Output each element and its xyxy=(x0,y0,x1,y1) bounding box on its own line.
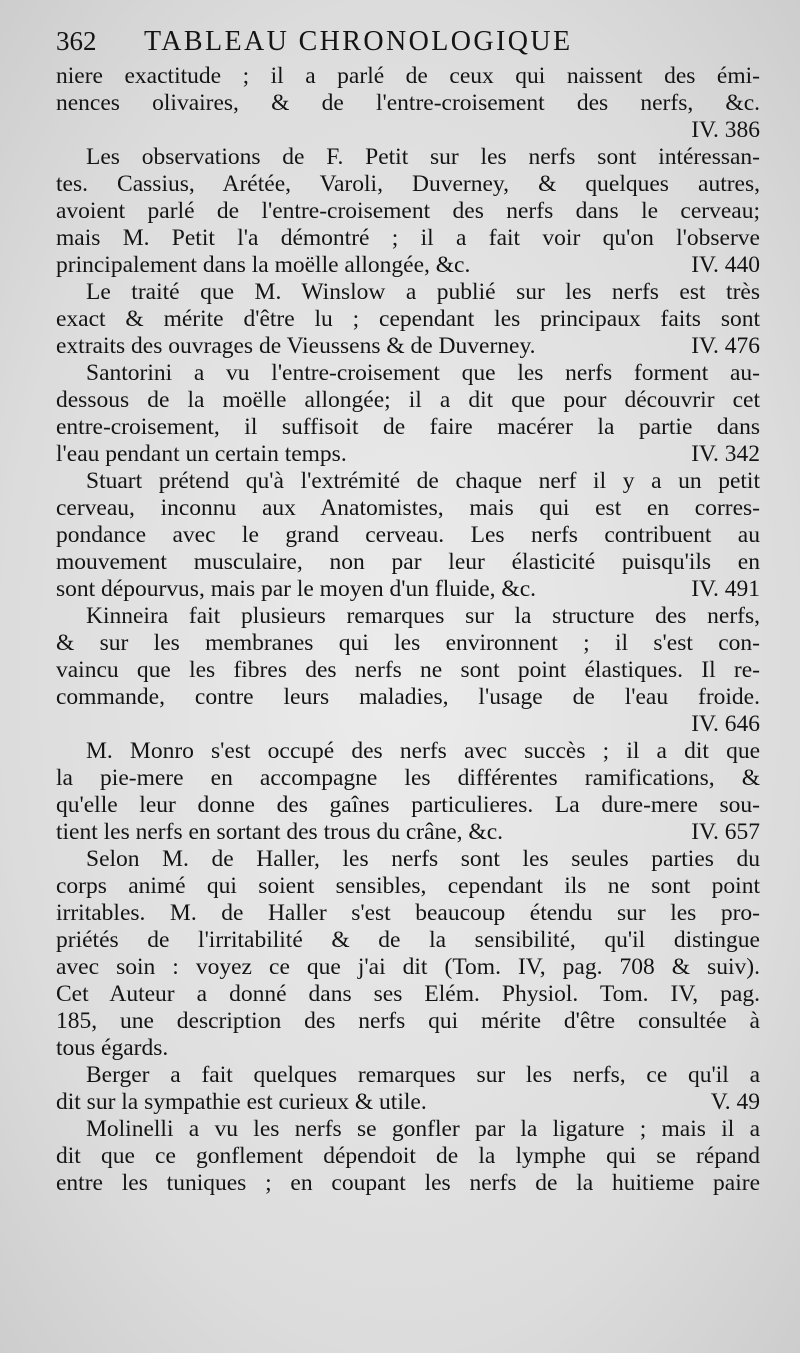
text-line xyxy=(56,387,760,414)
line-text: irritables. M. de Haller s'est beaucoup étendu sur les pro- xyxy=(56,900,760,926)
text-line xyxy=(56,576,760,603)
line-text: commande, contre leurs maladies, l'usage de l'eau froide. xyxy=(56,684,760,710)
text-line xyxy=(56,1089,760,1116)
line-text: IV. 386 xyxy=(691,117,760,143)
volume-reference: IV. 491 xyxy=(691,576,760,602)
text-line xyxy=(56,927,760,954)
line-text: avoient parlé de l'entre-croisement des nerfs dans le cerveau; xyxy=(56,198,760,224)
text-line xyxy=(56,1143,760,1170)
line-text: mais M. Petit l'a démontré ; il a fait voir qu'on l'observe xyxy=(56,225,760,251)
volume-reference: IV. 657 xyxy=(691,819,760,845)
line-text: exact & mérite d'être lu ; cependant les principaux faits sont xyxy=(56,306,760,332)
line-text: Berger a fait quelques remarques sur les nerfs, ce qu'il a xyxy=(86,1062,760,1088)
text-line xyxy=(56,873,760,900)
volume-reference: IV. 476 xyxy=(691,333,760,359)
text-line xyxy=(56,1035,760,1062)
line-text: Santorini a vu l'entre-croisement que les nerfs forment au- xyxy=(86,360,760,386)
text-line xyxy=(56,1116,760,1143)
text-line xyxy=(56,144,760,171)
line-text: la pie-mere en accompagne les différentes ramifications, & xyxy=(56,765,760,791)
text-line xyxy=(56,333,760,360)
page-header xyxy=(56,22,760,61)
text-line xyxy=(56,738,760,765)
line-text: Kinneira fait plusieurs remarques sur la structure des nerfs, xyxy=(86,603,760,629)
line-text: pondance avec le grand cerveau. Les nerfs contribuent au xyxy=(56,522,760,548)
line-text: corps animé qui soient sensibles, cependant ils ne sont point xyxy=(56,873,760,899)
line-text: Selon M. de Haller, les nerfs sont les seules parties du xyxy=(86,846,760,872)
text-line xyxy=(56,360,760,387)
text-line xyxy=(56,225,760,252)
line-text: entre-croisement, il suffisoit de faire macérer la partie dans xyxy=(56,414,760,440)
line-text: 185, une description des nerfs qui mérite d'être consultée à xyxy=(56,1008,760,1034)
text-line xyxy=(56,549,760,576)
text-line xyxy=(56,468,760,495)
text-line xyxy=(56,522,760,549)
text-line xyxy=(56,306,760,333)
text-line xyxy=(56,279,760,306)
line-text: qu'elle leur donne des gaînes particulieres. La dure-mere sou- xyxy=(56,792,760,818)
page-number: 362 xyxy=(56,26,97,56)
text-line xyxy=(56,900,760,927)
volume-reference: V. 49 xyxy=(710,1089,760,1115)
volume-reference: IV. 342 xyxy=(691,441,760,467)
line-text: Stuart prétend qu'à l'extrémité de chaque nerf il y a un petit xyxy=(86,468,760,494)
text-line xyxy=(56,252,760,279)
text-line xyxy=(56,441,760,468)
text-line xyxy=(56,198,760,225)
line-text: vaincu que les fibres des nerfs ne sont point élastiques. Il re- xyxy=(56,657,760,683)
line-text: extraits des ouvrages de Vieussens & de Duverney. xyxy=(56,333,536,359)
body-text xyxy=(56,63,760,1197)
text-line xyxy=(56,981,760,1008)
line-text: tes. Cassius, Arétée, Varoli, Duverney, & quelques autres, xyxy=(56,171,760,197)
line-text: IV. 646 xyxy=(691,711,760,737)
text-line xyxy=(56,63,760,90)
line-text: dit que ce gonflement dépendoit de la lymphe qui se répand xyxy=(56,1143,760,1169)
line-text: Molinelli a vu les nerfs se gonfler par la ligature ; mais il a xyxy=(86,1116,760,1142)
line-text: & sur les membranes qui les environnent ; il s'est con- xyxy=(56,630,760,656)
line-text: niere exactitude ; il a parlé de ceux qui naissent des émi- xyxy=(56,63,760,89)
line-text: Le traité que M. Winslow a publié sur les nerfs est très xyxy=(86,279,760,305)
text-line xyxy=(56,684,760,711)
line-text: l'eau pendant un certain temps. xyxy=(56,441,347,467)
line-text: cerveau, inconnu aux Anatomistes, mais qui est en corres- xyxy=(56,495,760,521)
line-text: sont dépourvus, mais par le moyen d'un fluide, &c. xyxy=(56,576,537,602)
line-text: dessous de la moëlle allongée; il a dit que pour découvrir cet xyxy=(56,387,760,413)
text-line xyxy=(56,117,760,144)
text-line xyxy=(56,765,760,792)
line-text: Les observations de F. Petit sur les nerfs sont intéressan- xyxy=(86,144,760,170)
text-line xyxy=(56,1170,760,1197)
line-text: dit sur la sympathie est curieux & utile. xyxy=(56,1089,427,1115)
text-line xyxy=(56,819,760,846)
line-text: nences olivaires, & de l'entre-croisement des nerfs, &c. xyxy=(56,90,760,116)
text-line xyxy=(56,414,760,441)
line-text: mouvement musculaire, non par leur élasticité puisqu'ils en xyxy=(56,549,760,575)
line-text: tous égards. xyxy=(56,1035,169,1061)
text-line xyxy=(56,711,760,738)
volume-reference: IV. 440 xyxy=(691,252,760,278)
running-title: TABLEAU CHRONOLOGIQUE xyxy=(144,26,573,57)
line-text: tient les nerfs en sortant des trous du crâne, &c. xyxy=(56,819,504,845)
text-line xyxy=(56,657,760,684)
text-line xyxy=(56,1008,760,1035)
text-line xyxy=(56,954,760,981)
text-line xyxy=(56,603,760,630)
line-text: M. Monro s'est occupé des nerfs avec succès ; il a dit que xyxy=(86,738,760,764)
line-text: principalement dans la moëlle allongée, &c. xyxy=(56,252,471,278)
text-line xyxy=(56,171,760,198)
text-line xyxy=(56,792,760,819)
line-text: Cet Auteur a donné dans ses Elém. Physiol. Tom. IV, pag. xyxy=(56,981,760,1007)
text-line xyxy=(56,1062,760,1089)
line-text: avec soin : voyez ce que j'ai dit (Tom. IV, pag. 708 & suiv). xyxy=(56,954,760,980)
text-line xyxy=(56,630,760,657)
line-text: priétés de l'irritabilité & de la sensibilité, qu'il distingue xyxy=(56,927,760,953)
text-line xyxy=(56,90,760,117)
text-line xyxy=(56,495,760,522)
text-line xyxy=(56,846,760,873)
line-text: entre les tuniques ; en coupant les nerfs de la huitieme paire xyxy=(56,1170,760,1196)
